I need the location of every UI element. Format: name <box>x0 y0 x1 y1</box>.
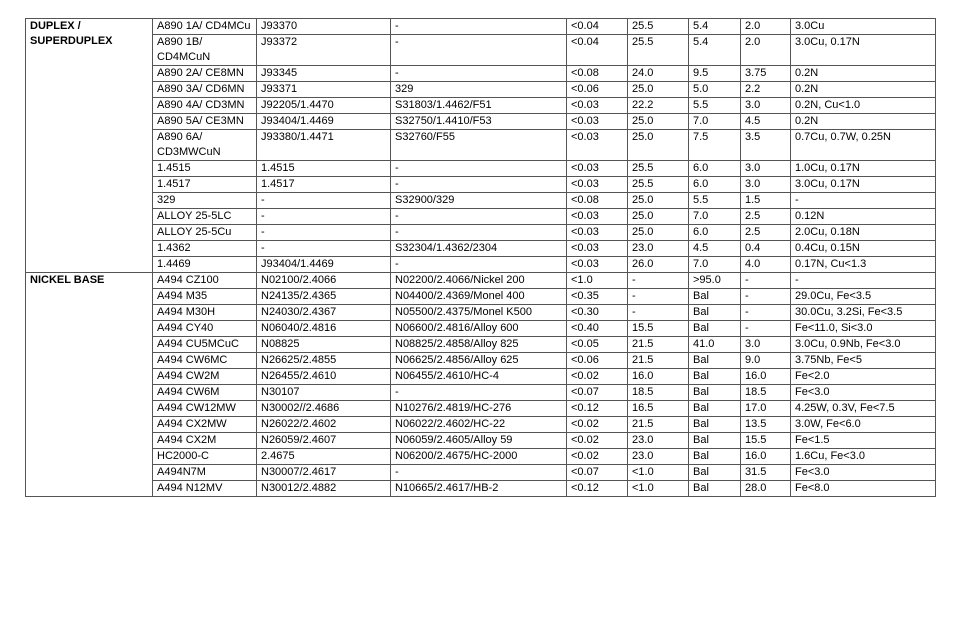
other-elements-cell: Fe<3.0 <box>791 385 936 401</box>
other-elements-cell: 0.4Cu, 0.15N <box>791 241 936 257</box>
carbon-cell: <0.12 <box>567 401 628 417</box>
carbon-cell: <0.05 <box>567 337 628 353</box>
chromium-cell: 25.0 <box>628 114 689 130</box>
chromium-cell: 15.5 <box>628 321 689 337</box>
ref2-cell: N06600/2.4816/Alloy 600 <box>391 321 567 337</box>
chromium-cell: 21.5 <box>628 337 689 353</box>
carbon-cell: <0.06 <box>567 82 628 98</box>
molybdenum-cell: 2.5 <box>741 225 791 241</box>
chromium-cell: 18.5 <box>628 385 689 401</box>
carbon-cell: <0.06 <box>567 353 628 369</box>
molybdenum-cell: 3.0 <box>741 161 791 177</box>
other-elements-cell: 4.25W, 0.3V, Fe<7.5 <box>791 401 936 417</box>
chromium-cell: 23.0 <box>628 433 689 449</box>
carbon-cell: <0.03 <box>567 241 628 257</box>
nickel-cell: 5.4 <box>689 35 741 66</box>
chromium-cell: 25.0 <box>628 130 689 161</box>
other-elements-cell: 3.0Cu <box>791 19 936 35</box>
grade-cell: A890 3A/ CD6MN <box>153 82 257 98</box>
grade-cell: A494 M30H <box>153 305 257 321</box>
nickel-cell: 9.5 <box>689 66 741 82</box>
nickel-cell: 4.5 <box>689 241 741 257</box>
table-row <box>26 193 936 209</box>
table-row <box>26 241 936 257</box>
other-elements-cell: 0.2N, Cu<1.0 <box>791 98 936 114</box>
carbon-cell: <0.02 <box>567 433 628 449</box>
table-row <box>26 19 936 35</box>
molybdenum-cell: 16.0 <box>741 449 791 465</box>
ref2-cell: S32304/1.4362/2304 <box>391 241 567 257</box>
ref1-cell: N08825 <box>257 337 391 353</box>
carbon-cell: <0.02 <box>567 369 628 385</box>
ref1-cell: - <box>257 193 391 209</box>
ref1-cell: J93404/1.4469 <box>257 114 391 130</box>
nickel-cell: Bal <box>689 385 741 401</box>
other-elements-cell: 1.6Cu, Fe<3.0 <box>791 449 936 465</box>
molybdenum-cell: 2.5 <box>741 209 791 225</box>
molybdenum-cell: 2.0 <box>741 19 791 35</box>
ref2-cell: - <box>391 209 567 225</box>
molybdenum-cell: 3.0 <box>741 337 791 353</box>
ref2-cell: S31803/1.4462/F51 <box>391 98 567 114</box>
ref2-cell: - <box>391 19 567 35</box>
carbon-cell: <0.07 <box>567 465 628 481</box>
nickel-cell: >95.0 <box>689 273 741 289</box>
grade-cell: ALLOY 25-5LC <box>153 209 257 225</box>
ref1-cell: J93371 <box>257 82 391 98</box>
ref1-cell: 1.4517 <box>257 177 391 193</box>
nickel-cell: 6.0 <box>689 177 741 193</box>
nickel-cell: Bal <box>689 369 741 385</box>
table-row <box>26 209 936 225</box>
grade-cell: A494 CU5MCuC <box>153 337 257 353</box>
ref2-cell: - <box>391 225 567 241</box>
nickel-cell: 6.0 <box>689 161 741 177</box>
chromium-cell: 24.0 <box>628 66 689 82</box>
ref2-cell: - <box>391 177 567 193</box>
grade-cell: A494 CW6M <box>153 385 257 401</box>
table-body <box>26 19 936 497</box>
ref1-cell: N24135/2.4365 <box>257 289 391 305</box>
chromium-cell: 16.5 <box>628 401 689 417</box>
chromium-cell: - <box>628 273 689 289</box>
carbon-cell: <0.03 <box>567 98 628 114</box>
ref2-cell: N06455/2.4610/HC-4 <box>391 369 567 385</box>
grade-cell: A890 4A/ CD3MN <box>153 98 257 114</box>
table-row <box>26 305 936 321</box>
nickel-cell: Bal <box>689 465 741 481</box>
table-row <box>26 417 936 433</box>
table-row <box>26 130 936 161</box>
ref1-cell: J93372 <box>257 35 391 66</box>
table-row <box>26 66 936 82</box>
grade-cell: A890 2A/ CE8MN <box>153 66 257 82</box>
group-label: DUPLEX / SUPERDUPLEX <box>26 19 153 273</box>
ref2-cell: N06022/2.4602/HC-22 <box>391 417 567 433</box>
table-row <box>26 273 936 289</box>
ref2-cell: S32750/1.4410/F53 <box>391 114 567 130</box>
nickel-cell: Bal <box>689 353 741 369</box>
grade-cell: A494 CX2M <box>153 433 257 449</box>
other-elements-cell: Fe<11.0, Si<3.0 <box>791 321 936 337</box>
molybdenum-cell: 4.0 <box>741 257 791 273</box>
table-row <box>26 385 936 401</box>
molybdenum-cell: 2.2 <box>741 82 791 98</box>
carbon-cell: <0.02 <box>567 449 628 465</box>
molybdenum-cell: 3.5 <box>741 130 791 161</box>
chromium-cell: - <box>628 305 689 321</box>
ref2-cell: 329 <box>391 82 567 98</box>
carbon-cell: <0.08 <box>567 66 628 82</box>
grade-cell: A890 6A/ CD3MWCuN <box>153 130 257 161</box>
ref1-cell: N06040/2.4816 <box>257 321 391 337</box>
table-row <box>26 35 936 66</box>
carbon-cell: <0.30 <box>567 305 628 321</box>
other-elements-cell: 29.0Cu, Fe<3.5 <box>791 289 936 305</box>
nickel-cell: Bal <box>689 433 741 449</box>
table-row <box>26 82 936 98</box>
ref1-cell: N26625/2.4855 <box>257 353 391 369</box>
nickel-cell: Bal <box>689 321 741 337</box>
other-elements-cell: Fe<2.0 <box>791 369 936 385</box>
carbon-cell: <0.03 <box>567 114 628 130</box>
table-row <box>26 449 936 465</box>
nickel-cell: 7.0 <box>689 114 741 130</box>
other-elements-cell: 3.0Cu, 0.17N <box>791 177 936 193</box>
ref1-cell: - <box>257 225 391 241</box>
ref2-cell: N02200/2.4066/Nickel 200 <box>391 273 567 289</box>
other-elements-cell: 3.0W, Fe<6.0 <box>791 417 936 433</box>
alloy-composition-table <box>25 18 936 497</box>
ref2-cell: S32760/F55 <box>391 130 567 161</box>
other-elements-cell: 0.2N <box>791 82 936 98</box>
grade-cell: 1.4362 <box>153 241 257 257</box>
chromium-cell: - <box>628 289 689 305</box>
molybdenum-cell: 17.0 <box>741 401 791 417</box>
carbon-cell: <0.04 <box>567 35 628 66</box>
ref1-cell: N26059/2.4607 <box>257 433 391 449</box>
ref2-cell: N06200/2.4675/HC-2000 <box>391 449 567 465</box>
molybdenum-cell: 28.0 <box>741 481 791 497</box>
ref1-cell: N30002//2.4686 <box>257 401 391 417</box>
carbon-cell: <0.03 <box>567 257 628 273</box>
grade-cell: HC2000-C <box>153 449 257 465</box>
nickel-cell: Bal <box>689 401 741 417</box>
chromium-cell: <1.0 <box>628 465 689 481</box>
other-elements-cell: 0.12N <box>791 209 936 225</box>
molybdenum-cell: 3.0 <box>741 177 791 193</box>
nickel-cell: 5.5 <box>689 193 741 209</box>
carbon-cell: <0.12 <box>567 481 628 497</box>
molybdenum-cell: - <box>741 305 791 321</box>
nickel-cell: Bal <box>689 305 741 321</box>
carbon-cell: <0.03 <box>567 225 628 241</box>
table-row <box>26 289 936 305</box>
carbon-cell: <0.07 <box>567 385 628 401</box>
ref2-cell: N08825/2.4858/Alloy 825 <box>391 337 567 353</box>
table-row <box>26 369 936 385</box>
ref2-cell: - <box>391 66 567 82</box>
molybdenum-cell: 1.5 <box>741 193 791 209</box>
carbon-cell: <0.03 <box>567 209 628 225</box>
other-elements-cell: 0.2N <box>791 66 936 82</box>
chromium-cell: 25.0 <box>628 209 689 225</box>
other-elements-cell: - <box>791 273 936 289</box>
grade-cell: A494 CY40 <box>153 321 257 337</box>
table-row <box>26 161 936 177</box>
ref1-cell: J93380/1.4471 <box>257 130 391 161</box>
other-elements-cell: 3.0Cu, 0.17N <box>791 35 936 66</box>
other-elements-cell: - <box>791 193 936 209</box>
other-elements-cell: 1.0Cu, 0.17N <box>791 161 936 177</box>
chromium-cell: 22.2 <box>628 98 689 114</box>
ref1-cell: N26022/2.4602 <box>257 417 391 433</box>
other-elements-cell: Fe<1.5 <box>791 433 936 449</box>
chromium-cell: 16.0 <box>628 369 689 385</box>
grade-cell: 1.4469 <box>153 257 257 273</box>
grade-cell: 1.4515 <box>153 161 257 177</box>
ref1-cell: N24030/2.4367 <box>257 305 391 321</box>
other-elements-cell: 0.17N, Cu<1.3 <box>791 257 936 273</box>
table-row <box>26 321 936 337</box>
chromium-cell: 25.0 <box>628 225 689 241</box>
molybdenum-cell: 2.0 <box>741 35 791 66</box>
grade-cell: A494 CW12MW <box>153 401 257 417</box>
grade-cell: A494 CW2M <box>153 369 257 385</box>
table-row <box>26 465 936 481</box>
chromium-cell: 21.5 <box>628 417 689 433</box>
nickel-cell: Bal <box>689 289 741 305</box>
nickel-cell: 6.0 <box>689 225 741 241</box>
ref1-cell: - <box>257 241 391 257</box>
other-elements-cell: 0.2N <box>791 114 936 130</box>
nickel-cell: Bal <box>689 449 741 465</box>
grade-cell: A494 M35 <box>153 289 257 305</box>
molybdenum-cell: 13.5 <box>741 417 791 433</box>
chromium-cell: 25.5 <box>628 35 689 66</box>
ref2-cell: N05500/2.4375/Monel K500 <box>391 305 567 321</box>
carbon-cell: <0.03 <box>567 177 628 193</box>
chromium-cell: 25.5 <box>628 177 689 193</box>
ref1-cell: - <box>257 209 391 225</box>
molybdenum-cell: 31.5 <box>741 465 791 481</box>
molybdenum-cell: 15.5 <box>741 433 791 449</box>
grade-cell: A494 CW6MC <box>153 353 257 369</box>
table-row <box>26 177 936 193</box>
carbon-cell: <0.03 <box>567 130 628 161</box>
chromium-cell: 25.0 <box>628 82 689 98</box>
ref1-cell: 2.4675 <box>257 449 391 465</box>
chromium-cell: 25.5 <box>628 19 689 35</box>
ref2-cell: N06059/2.4605/Alloy 59 <box>391 433 567 449</box>
carbon-cell: <0.02 <box>567 417 628 433</box>
grade-cell: ALLOY 25-5Cu <box>153 225 257 241</box>
molybdenum-cell: 0.4 <box>741 241 791 257</box>
nickel-cell: Bal <box>689 481 741 497</box>
ref1-cell: J93404/1.4469 <box>257 257 391 273</box>
table-row <box>26 225 936 241</box>
other-elements-cell: Fe<3.0 <box>791 465 936 481</box>
table-row <box>26 98 936 114</box>
ref2-cell: - <box>391 35 567 66</box>
molybdenum-cell: 18.5 <box>741 385 791 401</box>
grade-cell: A890 1B/ CD4MCuN <box>153 35 257 66</box>
molybdenum-cell: 3.0 <box>741 98 791 114</box>
ref2-cell: N10665/2.4617/HB-2 <box>391 481 567 497</box>
molybdenum-cell: 3.75 <box>741 66 791 82</box>
table-row <box>26 433 936 449</box>
chromium-cell: 21.5 <box>628 353 689 369</box>
table-row <box>26 337 936 353</box>
molybdenum-cell: 4.5 <box>741 114 791 130</box>
table-row <box>26 353 936 369</box>
ref1-cell: N30007/2.4617 <box>257 465 391 481</box>
ref2-cell: N06625/2.4856/Alloy 625 <box>391 353 567 369</box>
ref2-cell: N04400/2.4369/Monel 400 <box>391 289 567 305</box>
nickel-cell: 5.5 <box>689 98 741 114</box>
grade-cell: 1.4517 <box>153 177 257 193</box>
table-row <box>26 257 936 273</box>
nickel-cell: 7.0 <box>689 257 741 273</box>
other-elements-cell: 3.75Nb, Fe<5 <box>791 353 936 369</box>
chromium-cell: 26.0 <box>628 257 689 273</box>
carbon-cell: <0.40 <box>567 321 628 337</box>
chromium-cell: 25.0 <box>628 193 689 209</box>
molybdenum-cell: - <box>741 273 791 289</box>
ref1-cell: 1.4515 <box>257 161 391 177</box>
grade-cell: A890 1A/ CD4MCu <box>153 19 257 35</box>
ref2-cell: - <box>391 257 567 273</box>
table-row <box>26 401 936 417</box>
grade-cell: A494N7M <box>153 465 257 481</box>
ref1-cell: J92205/1.4470 <box>257 98 391 114</box>
ref1-cell: J93345 <box>257 66 391 82</box>
nickel-cell: 5.4 <box>689 19 741 35</box>
ref1-cell: N30107 <box>257 385 391 401</box>
ref1-cell: N26455/2.4610 <box>257 369 391 385</box>
other-elements-cell: Fe<8.0 <box>791 481 936 497</box>
carbon-cell: <0.35 <box>567 289 628 305</box>
molybdenum-cell: 9.0 <box>741 353 791 369</box>
other-elements-cell: 3.0Cu, 0.9Nb, Fe<3.0 <box>791 337 936 353</box>
molybdenum-cell: - <box>741 321 791 337</box>
ref2-cell: - <box>391 385 567 401</box>
carbon-cell: <1.0 <box>567 273 628 289</box>
table-row <box>26 481 936 497</box>
carbon-cell: <0.04 <box>567 19 628 35</box>
table-row <box>26 114 936 130</box>
nickel-cell: 41.0 <box>689 337 741 353</box>
grade-cell: A890 5A/ CE3MN <box>153 114 257 130</box>
ref2-cell: - <box>391 161 567 177</box>
ref1-cell: N02100/2.4066 <box>257 273 391 289</box>
chromium-cell: <1.0 <box>628 481 689 497</box>
ref1-cell: J93370 <box>257 19 391 35</box>
nickel-cell: 7.5 <box>689 130 741 161</box>
chromium-cell: 23.0 <box>628 449 689 465</box>
ref2-cell: N10276/2.4819/HC-276 <box>391 401 567 417</box>
grade-cell: A494 CZ100 <box>153 273 257 289</box>
other-elements-cell: 0.7Cu, 0.7W, 0.25N <box>791 130 936 161</box>
grade-cell: A494 N12MV <box>153 481 257 497</box>
nickel-cell: 5.0 <box>689 82 741 98</box>
molybdenum-cell: - <box>741 289 791 305</box>
ref2-cell: - <box>391 465 567 481</box>
group-label: NICKEL BASE <box>26 273 153 497</box>
molybdenum-cell: 16.0 <box>741 369 791 385</box>
carbon-cell: <0.03 <box>567 161 628 177</box>
ref1-cell: N30012/2.4882 <box>257 481 391 497</box>
nickel-cell: Bal <box>689 417 741 433</box>
other-elements-cell: 30.0Cu, 3.2Si, Fe<3.5 <box>791 305 936 321</box>
nickel-cell: 7.0 <box>689 209 741 225</box>
grade-cell: A494 CX2MW <box>153 417 257 433</box>
grade-cell: 329 <box>153 193 257 209</box>
other-elements-cell: 2.0Cu, 0.18N <box>791 225 936 241</box>
chromium-cell: 25.5 <box>628 161 689 177</box>
ref2-cell: S32900/329 <box>391 193 567 209</box>
chromium-cell: 23.0 <box>628 241 689 257</box>
carbon-cell: <0.08 <box>567 193 628 209</box>
